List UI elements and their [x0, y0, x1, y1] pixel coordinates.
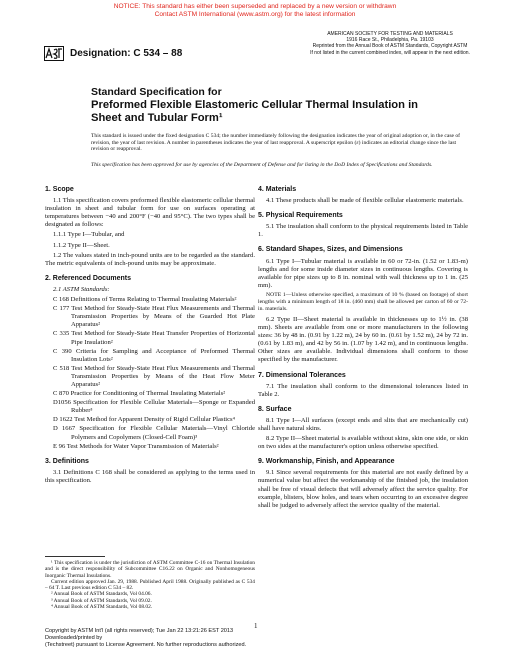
title-line-2: Preformed Flexible Elastomeric Cellular Thermal Insulation in: [91, 99, 419, 111]
paragraph: 1.1.1 Type I—Tubular, and: [53, 231, 125, 239]
footnote: ¹ This specification is under the jurisdiction of ASTM Committee C-16 on Thermal Insulation and is the direct responsibility of Subcommittee C16.22 on Organic and Nonhomogeneous Inorganic Thermal Insulations.: [45, 560, 255, 579]
paragraph: 1.1.2 Type II—Sheet.: [53, 241, 110, 249]
right-column: [258, 186, 468, 512]
page-number: 1: [254, 622, 258, 630]
title-line-1: Standard Specification for: [91, 86, 222, 98]
section-heading-definitions: 3. Definitions: [45, 457, 89, 465]
withdrawn-notice: [0, 3, 510, 19]
publisher-line: 1916 Race St., Philadelphia, Pa. 19103: [346, 37, 434, 44]
publisher-line: AMERICAN SOCIETY FOR TESTING AND MATERIALS: [327, 31, 453, 37]
footnotes: [45, 560, 255, 610]
download-stamp: [45, 628, 345, 649]
reference-item: D1056 Specification for Flexible Cellular Materials—Sponge or Expanded Rubber³: [53, 399, 255, 415]
section-heading-surface: 8. Surface: [258, 405, 292, 413]
title-line-3: Sheet and Tubular Form¹: [91, 112, 223, 124]
left-column: [45, 186, 255, 487]
paragraph: 7.1 The insulation shall conform to the dimensional tolerances listed in Table 2.: [258, 382, 468, 398]
designation: Designation: C 534 – 88: [70, 48, 183, 59]
paragraph: 6.1 Type I—Tubular material is available in 60 or 72-in. (1.52 or 1.83-m) lengths and for some inside diameter sizes in continuous lengths. Covering is available for pipe sizes up to 8 in. nominal with wall thickness up to 1 in. (25 mm).: [258, 257, 468, 289]
paragraph: 9.1 Since several requirements for this material are not easily defined by a numerical value but affect the workmanship of the finished job, the insulation shall be free of visual defects that will adversely affect the service quality. For example, blisters, blow holes, and tears when occurring to an excessive degree shall be judged to adversely affect the service quality of the material.: [258, 469, 468, 509]
reference-item: C 168 Definitions of Terms Relating to Thermal Insulating Materials²: [53, 296, 237, 304]
note: NOTE 1—Unless otherwise specified, a maximum of 10 % (based on footage) of short lengths with a minimum length of 18 in. (460 mm) shall be allowed per carton of 60 or 72-in. materials.: [258, 291, 468, 312]
footnote-divider: [45, 556, 105, 557]
paragraph: 1.2 The values stated in inch-pound units are to be regarded as the standard. The metric equivalents of inch-pound units may be approximate.: [45, 251, 255, 267]
paragraph: 8.2 Type II—Sheet material is available without skins, skin one side, or skin on two sides at the manufacturer's option unless otherwise specified.: [258, 435, 468, 451]
publisher-block: [300, 31, 480, 56]
notice-line-1: NOTICE: This standard has either been superseded and replaced by a new version or withdrawn: [113, 3, 397, 10]
reference-item: D 1667 Specification for Flexible Cellular Materials—Vinyl Chloride Polymers and Copolymers (Closed-Cell Foam)³: [53, 425, 255, 441]
document-title: [91, 86, 451, 125]
footnote: ⁴ Annual Book of ASTM Standards, Vol 08.02.: [51, 604, 153, 611]
paragraph: 8.1 Type I—All surfaces (except ends and slits that are mechanically cut) shall have natural skins.: [258, 416, 468, 432]
notice-line-2: Contact ASTM International (www.astm.org) for the latest information: [154, 11, 356, 18]
issue-note: This standard is issued under the fixed designation C 534; the number immediately following the designation indicates the year of original adoption or, in the case of revision, the year of last revision. A number in parentheses indicates the year of last reapproval. A superscript epsilon (ε) indicates an editorial change since the last revision or reapproval.: [91, 133, 461, 153]
section-heading-scope: 1. Scope: [45, 186, 74, 193]
section-heading-materials: 4. Materials: [258, 186, 297, 193]
astm-logo-icon: [44, 46, 64, 61]
download-line: Copyright by ASTM Int'l (all rights reserved); Tue Jan 22 13:21:26 EST 2013: [45, 628, 234, 634]
footnote: ³ Annual Book of ASTM Standards, Vol 09.02.: [51, 597, 152, 604]
publisher-line: Reprinted from the Annual Book of ASTM Standards, Copyright ASTM: [312, 43, 468, 50]
paragraph: 4.1 These products shall be made of flexible cellular elastomeric materials.: [266, 197, 464, 205]
paragraph: 1.1 This specification covers preformed flexible elastomeric cellular thermal insulation in sheet and tubular form for use on surfaces operating at temperatures between −40 and 200°F (−40 and 95°C). The two types shall be designated as follows:: [45, 197, 255, 229]
section-heading-references: 2. Referenced Documents: [45, 274, 131, 282]
paragraph: 3.1 Definitions C 168 shall be considered as applying to the terms used in this specification.: [45, 468, 255, 484]
publisher-line: If not listed in the current combined index, will appear in the next edition.: [310, 49, 470, 56]
download-line: (Techstreet) pursuant to License Agreement. No further reproductions authorized.: [45, 642, 247, 648]
reference-item: D 1622 Test Method for Apparent Density of Rigid Cellular Plastics⁴: [53, 416, 235, 424]
download-line: Downloaded/printed by: [45, 635, 103, 641]
approval-note: This specification has been approved for use by agencies of the Department of Defense and for listing in the DoD Index of Specifications and Standards.: [91, 162, 433, 168]
reference-item: C 518 Test Method for Steady-State Heat Flux Measurements and Thermal Transmission Properties by Means of the Heat Flow Meter Apparatus²: [53, 364, 255, 388]
reference-item: E 96 Test Methods for Water Vapor Transmission of Materials²: [53, 442, 219, 450]
reference-item: C 177 Test Method for Steady-State Heat Flux Measurements and Thermal Transmission Properties by Means of the Guarded Hot Plate Apparatus²: [53, 305, 255, 329]
footnote: Current edition approved Jan. 29, 1988. Published April 1988. Originally published as C 534 – 64 T. Last previous edition C 534 – 82.: [45, 578, 255, 592]
section-heading-physical: 5. Physical Requirements: [258, 212, 343, 220]
reference-item: C 870 Practice for Conditioning of Thermal Insulating Materials²: [53, 390, 226, 398]
footnote: ² Annual Book of ASTM Standards, Vol 04.06.: [51, 591, 152, 598]
section-heading-tolerances: 7. Dimensional Tolerances: [258, 371, 346, 379]
paragraph: 2.1 ASTM Standards:: [53, 285, 110, 293]
reference-item: C 390 Criteria for Sampling and Acceptance of Preformed Thermal Insulation Lots²: [53, 347, 255, 363]
section-heading-shapes: 6. Standard Shapes, Sizes, and Dimensions: [258, 246, 403, 254]
paragraph: 5.1 The insulation shall conform to the physical requirements listed in Table 1.: [258, 223, 468, 239]
paragraph: 6.2 Type II—Sheet material is available in thicknesses up to 1½ in. (38 mm). Sheets are available from one or more manufacturers in the following sizes: 36 by 48 in. (0.91 by 1.22 m), 24 by 60 in. (0.61 by 1.52 m), 24 by 72 in. (0.61 by 1.83 m), and 42 by 56 in. (1.07 by 1.42 m), and in continuous lengths. Other sizes are available. Individual dimensions shall conform to those specified by the manufacturer.: [258, 315, 468, 364]
reference-item: C 335 Test Method for Steady-State Heat Transfer Properties of Horizontal Pipe Insulation²: [53, 330, 255, 346]
section-heading-workmanship: 9. Workmanship, Finish, and Appearance: [258, 458, 395, 466]
